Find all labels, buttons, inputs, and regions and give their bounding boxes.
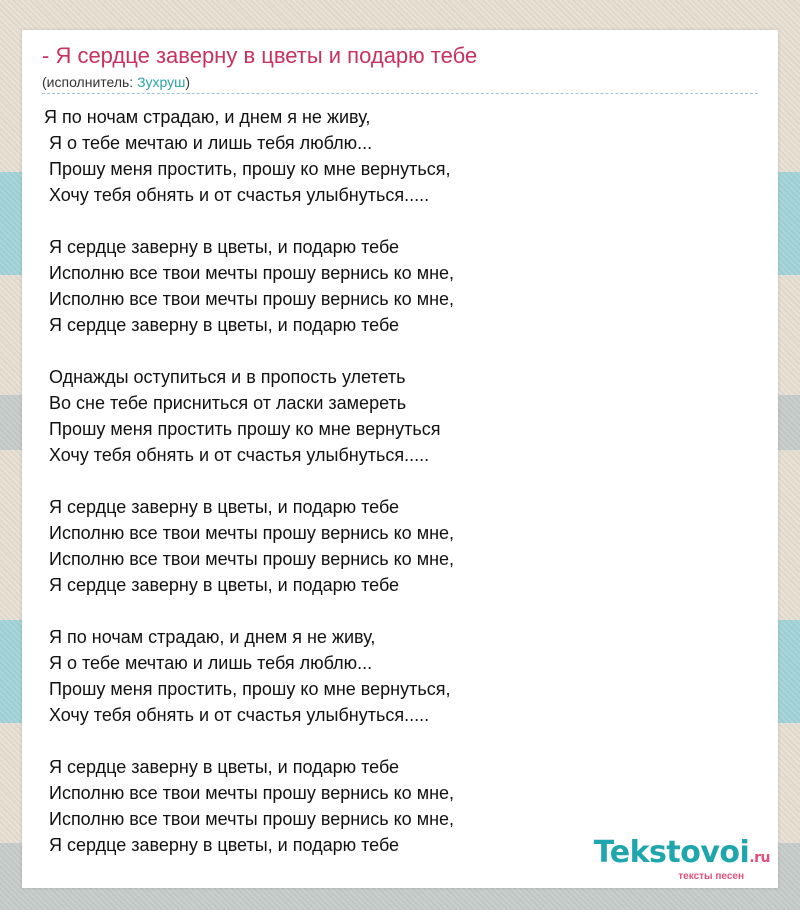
lyric-line — [44, 338, 454, 364]
logo-wordmark — [594, 837, 770, 874]
lyric-line: Исполню все твои мечты прошу вернись ко мне, — [44, 783, 455, 803]
logo-tagline: тексты песен — [678, 871, 744, 882]
lyric-line: Исполню все твои мечты прошу вернись ко мне, — [44, 523, 455, 543]
lyric-line — [44, 208, 454, 234]
logo-tld: .ru — [749, 850, 770, 866]
lyrics-card — [22, 30, 778, 888]
lyric-line: Я сердце заверну в цветы, и подарю тебе — [44, 497, 400, 517]
lyric-line: Я сердце заверну в цветы, и подарю тебе — [44, 315, 400, 335]
lyric-line: Я о тебе мечтаю и лишь тебя люблю... — [44, 653, 373, 673]
artist-suffix: ) — [185, 74, 191, 90]
lyric-line: Однажды оступиться и в пропость улететь — [44, 367, 406, 387]
site-logo[interactable] — [594, 837, 770, 882]
lyric-line: Я по ночам страдаю, и днем я не живу, — [44, 627, 376, 647]
lyric-line: Во сне тебе присниться от ласки замереть — [44, 393, 407, 413]
lyric-line — [44, 468, 454, 494]
lyric-line: Прошу меня простить, прошу ко мне вернуться, — [44, 159, 451, 179]
lyrics-text — [44, 104, 454, 858]
lyric-line: Исполню все твои мечты прошу вернись ко мне, — [44, 549, 455, 569]
lyric-line: Я сердце заверну в цветы, и подарю тебе — [44, 575, 400, 595]
lyric-line: Прошу меня простить, прошу ко мне вернуться, — [44, 679, 451, 699]
lyric-line: Я сердце заверну в цветы, и подарю тебе — [44, 757, 400, 777]
lyric-line: Исполню все твои мечты прошу вернись ко мне, — [44, 289, 455, 309]
logo-name: Tekstovoi — [593, 835, 750, 870]
lyric-line — [44, 728, 454, 754]
artist-prefix: (исполнитель: — [42, 74, 138, 90]
lyric-line: Хочу тебя обнять и от счастья улыбнуться..... — [44, 445, 430, 465]
lyric-line: Хочу тебя обнять и от счастья улыбнуться..... — [44, 705, 430, 725]
song-title: - Я сердце заверну в цветы и подарю тебе — [42, 43, 478, 68]
lyric-line: Я о тебе мечтаю и лишь тебя люблю... — [44, 133, 373, 153]
lyric-line: Хочу тебя обнять и от счастья улыбнуться..... — [44, 185, 430, 205]
lyric-line: Прошу меня простить прошу ко мне вернуться — [44, 419, 441, 439]
lyric-line: Исполню все твои мечты прошу вернись ко мне, — [44, 263, 455, 283]
artist-link[interactable]: Зухруш — [137, 74, 186, 90]
lyric-line — [44, 598, 454, 624]
lyric-line: Исполню все твои мечты прошу вернись ко мне, — [44, 809, 455, 829]
title-divider — [42, 93, 758, 94]
lyric-line: Я по ночам страдаю, и днем я не живу, — [44, 107, 371, 127]
lyric-line: Я сердце заверну в цветы, и подарю тебе — [44, 835, 400, 855]
artist-line — [42, 74, 190, 90]
lyric-line: Я сердце заверну в цветы, и подарю тебе — [44, 237, 400, 257]
